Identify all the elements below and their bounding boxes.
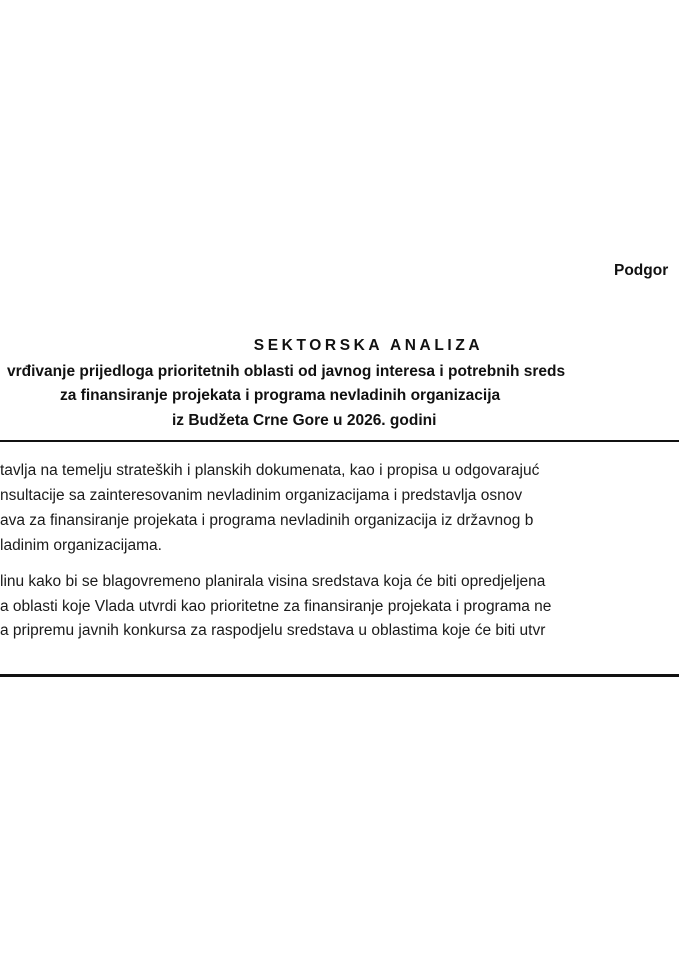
paragraph-line: a pripremu javnih konkursa za raspodjelu sredstava u oblastima koje će biti utvr (0, 622, 546, 639)
subtitle-line: iz Budžeta Crne Gore u 2026. godini (172, 412, 437, 429)
subtitle-line: vrđivanje prijedloga prioritetnih oblasti od javnog interesa i potrebnih sreds (7, 363, 566, 380)
place-date: Podgor (614, 262, 669, 279)
document-heading: SEKTORSKA ANALIZA (253, 337, 484, 354)
subtitle-line: za finansiranje projekata i programa nevladinih organizacija (60, 387, 501, 404)
paragraph-line: linu kako bi se blagovremeno planirala visina sredstava koja će biti opredjeljena (0, 573, 546, 590)
top-divider (0, 440, 679, 442)
bottom-divider (0, 674, 679, 677)
paragraph-line: ladinim organizacijama. (0, 537, 162, 554)
paragraph-line: ava za finansiranje projekata i programa nevladinih organizacija iz državnog b (0, 512, 534, 529)
paragraph-line: a oblasti koje Vlada utvrdi kao prioritetne za finansiranje projekata i programa ne (0, 598, 552, 615)
paragraph-line: nsultacije sa zainteresovanim nevladinim organizacijama i predstavlja osnov (0, 487, 523, 504)
paragraph-line: tavlja na temelju strateških i planskih dokumenata, kao i propisa u odgovarajuć (0, 462, 540, 479)
